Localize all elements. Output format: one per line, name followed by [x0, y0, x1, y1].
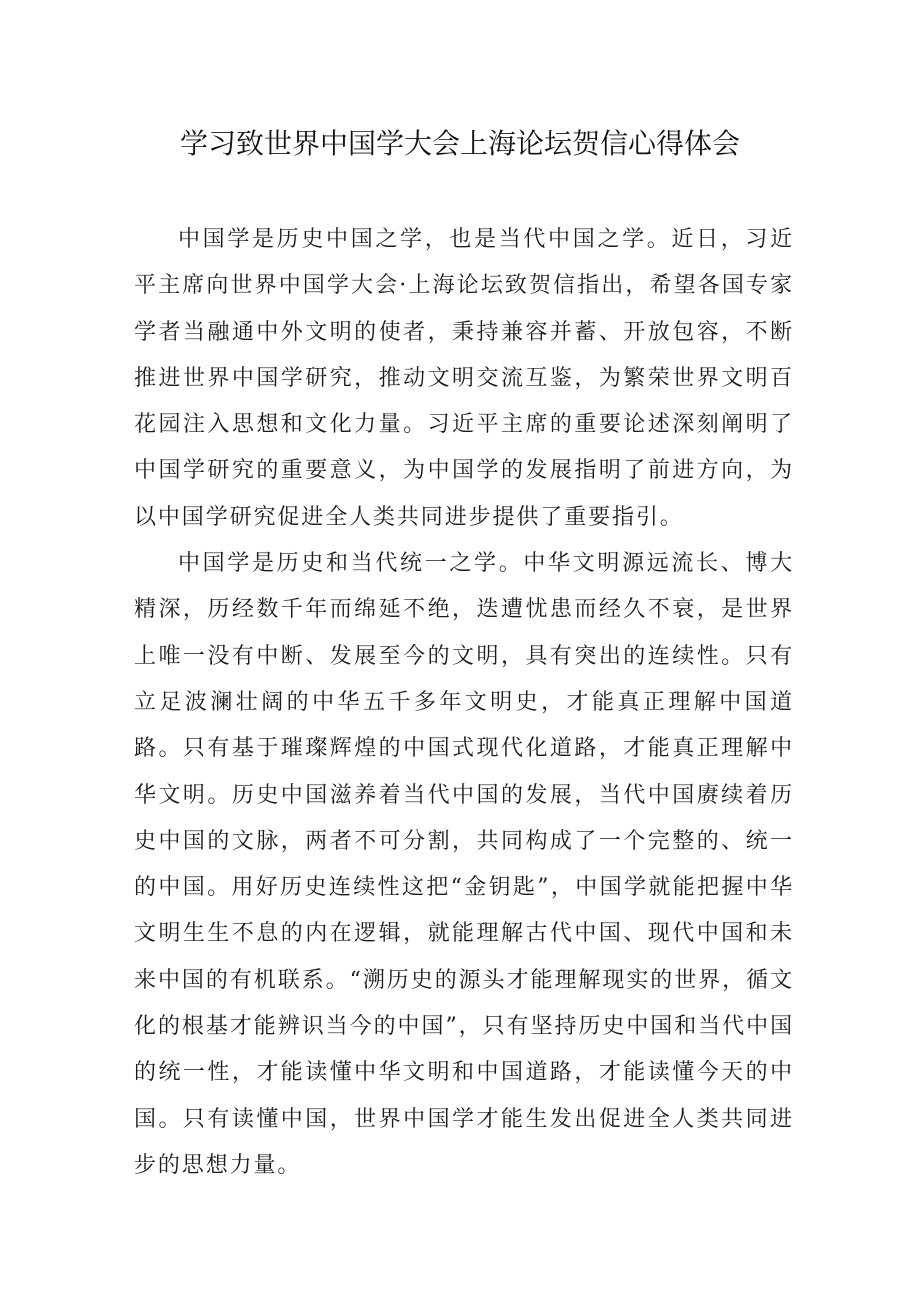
document-title: 学习致世界中国学大会上海论坛贺信心得体会 [179, 127, 740, 160]
paragraph-1: 中国学是历史中国之学，也是当代中国之学。近日，习近平主席向世界中国学大会·上海论坛致贺信指出，希望各国专家学者当融通中外文明的使者，秉持兼容并蓄、开放包容，不断推进世界中国学研究，推动文明交流互鉴，为繁荣世界文明百花园注入思想和文化力量。习近平主席的重要论述深刻阐明了中国学研究的重要意义，为中国学的发展指明了前进方向，为以中国学研究促进全人类共同进步提供了重要指引。 [134, 227, 794, 530]
paragraph-2: 中国学是历史和当代统一之学。中华文明源远流长、博大精深，历经数千年而绵延不绝，迭遭忧患而经久不衰，是世界上唯一没有中断、发展至今的文明，具有突出的连续性。只有立足波澜壮阔的中华五千多年文明史，才能真正理解中国道路。只有基于璀璨辉煌的中国式现代化道路，才能真正理解中华文明。历史中国滋养着当代中国的发展，当代中国赓续着历史中国的文脉，两者不可分割，共同构成了一个完整的、统一的中国。用好历史连续性这把“金钥匙”，中国学就能把握中华文明生生不息的内在逻辑，就能理解古代中国、现代中国和未来中国的有机联系。“溯历史的源头才能理解现实的世界，循文化的根基才能辨识当今的中国”，只有坚持历史中国和当代中国的统一性，才能读懂中华文明和中国道路，才能读懂今天的中国。只有读懂中国，世界中国学才能生发出促进全人类共同进步的思想力量。 [134, 551, 794, 1178]
document-body [134, 217, 794, 1189]
